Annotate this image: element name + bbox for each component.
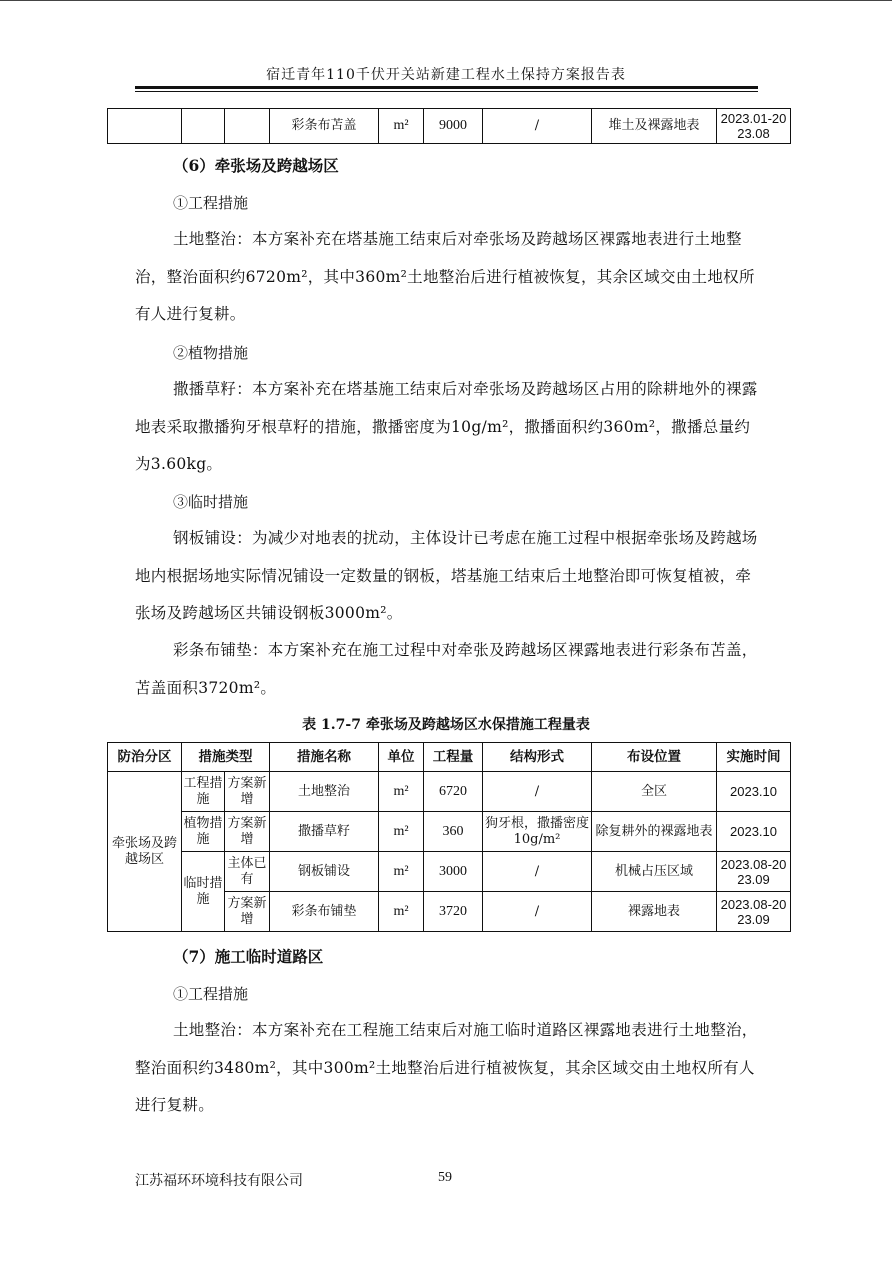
header-qty: 工程量 — [424, 743, 483, 772]
table-cell-form: / — [483, 109, 592, 144]
table-header-row — [108, 743, 791, 772]
subheading-temporary: ③临时措施 — [173, 493, 249, 511]
table-row — [108, 852, 791, 892]
cell-qty: 3000 — [424, 852, 483, 892]
cell-type: 工程措施 — [182, 772, 225, 812]
cell-type: 植物措施 — [182, 812, 225, 852]
cell-unit: m² — [379, 772, 424, 812]
cell-type: 临时措施 — [182, 852, 225, 932]
paragraph-tarp: 彩条布铺垫：本方案补充在施工过程中对牵张及跨越场区裸露地表进行彩条布苫盖，苫盖面积3720m²。 — [135, 641, 758, 697]
header-type: 措施类型 — [182, 743, 270, 772]
cell-source: 主体已有 — [225, 852, 270, 892]
cell-location: 机械占压区域 — [592, 852, 717, 892]
cell-qty: 3720 — [424, 892, 483, 932]
header-form: 结构形式 — [483, 743, 592, 772]
time-line-1: 2023.01-20 — [720, 111, 787, 126]
cell-time: 2023.10 — [717, 772, 791, 812]
time-line-2: 23.09 — [737, 911, 770, 927]
paragraph-steel-plate: 钢板铺设：为减少对地表的扰动，主体设计已考虑在施工过程中根据牵张场及跨越场地内根据场地实际情况铺设一定数量的钢板，塔基施工结束后土地整治即可恢复植被，牵张场及跨越场区共铺设钢板3000m²。 — [135, 529, 758, 622]
header-unit: 单位 — [379, 743, 424, 772]
cell-source: 方案新增 — [225, 772, 270, 812]
table-row — [108, 772, 791, 812]
cell-form: / — [483, 772, 592, 812]
subheading-plant: ②植物措施 — [173, 344, 249, 362]
header-name: 措施名称 — [270, 743, 379, 772]
table-caption: 表 1.7-7 牵张场及跨越场区水保措施工程量表 — [302, 717, 590, 733]
cell-source: 方案新增 — [225, 812, 270, 852]
page-edge-line — [0, 0, 892, 1]
table-cell — [225, 109, 270, 144]
cell-time — [717, 892, 791, 932]
subheading-engineering: ①工程措施 — [173, 194, 249, 212]
cell-form: / — [483, 892, 592, 932]
header-time: 实施时间 — [717, 743, 791, 772]
cell-time: 2023.10 — [717, 812, 791, 852]
cell-name: 撒播草籽 — [270, 812, 379, 852]
measures-table — [107, 742, 791, 932]
header-location: 布设位置 — [592, 743, 717, 772]
header-title: 宿迁青年110千伏开关站新建工程水土保持方案报告表 — [266, 67, 626, 83]
cell-form: 狗牙根，撒播密度10g/m² — [483, 812, 592, 852]
previous-table-continuation — [107, 108, 791, 144]
cell-zone: 牵张场及跨越场区 — [108, 772, 182, 932]
cell-name: 彩条布铺垫 — [270, 892, 379, 932]
header-zone: 防治分区 — [108, 743, 182, 772]
paragraph-land-leveling: 土地整治：本方案补充在塔基施工结束后对牵张场及跨越场区裸露地表进行土地整治，整治面积约6720m²，其中360m²土地整治后进行植被恢复，其余区域交由土地权所有人进行复耕。 — [135, 230, 755, 323]
table-cell-name: 彩条布苫盖 — [270, 109, 379, 144]
table-row — [108, 109, 791, 144]
time-line-2: 23.09 — [737, 871, 770, 887]
paragraph-grass-seeding: 撒播草籽：本方案补充在塔基施工结束后对牵张场及跨越场区占用的除耕地外的裸露地表采取撒播狗牙根草籽的措施，撒播密度为10g/m²，撒播面积约360m²，撒播总量约为3.60kg。 — [135, 380, 758, 473]
cell-qty: 6720 — [424, 772, 483, 812]
time-line-1: 2023.08-20 — [720, 896, 787, 912]
time-line-2: 23.08 — [737, 126, 770, 141]
cell-location: 裸露地表 — [592, 892, 717, 932]
table-cell-unit: m² — [379, 109, 424, 144]
cell-time — [717, 852, 791, 892]
section-heading-6: （6）牵张场及跨越场区 — [173, 156, 339, 175]
cell-qty: 360 — [424, 812, 483, 852]
page-number: 59 — [438, 1170, 452, 1185]
cell-source: 方案新增 — [225, 892, 270, 932]
cell-location: 除复耕外的裸露地表 — [592, 812, 717, 852]
paragraph-road-leveling: 土地整治：本方案补充在工程施工结束后对施工临时道路区裸露地表进行土地整治，整治面积约3480m²，其中300m²土地整治后进行植被恢复，其余区域交由土地权所有人进行复耕。 — [135, 1021, 758, 1114]
cell-unit: m² — [379, 852, 424, 892]
table-cell — [182, 109, 225, 144]
cell-unit: m² — [379, 812, 424, 852]
table-cell-time — [717, 109, 791, 144]
cell-location: 全区 — [592, 772, 717, 812]
table-cell-location: 堆土及裸露地表 — [592, 109, 717, 144]
time-line-1: 2023.08-20 — [720, 856, 787, 872]
cell-name: 钢板铺设 — [270, 852, 379, 892]
subheading-engineering-7: ①工程措施 — [173, 985, 249, 1003]
section-heading-7: （7）施工临时道路区 — [173, 947, 324, 966]
table-cell-qty: 9000 — [424, 109, 483, 144]
cell-unit: m² — [379, 892, 424, 932]
table-row — [108, 812, 791, 852]
header-rule-thick — [135, 86, 758, 89]
header-rule-thin — [135, 91, 758, 92]
cell-name: 土地整治 — [270, 772, 379, 812]
table-cell — [108, 109, 182, 144]
footer-company: 江苏福环环境科技有限公司 — [135, 1173, 303, 1189]
cell-form: / — [483, 852, 592, 892]
